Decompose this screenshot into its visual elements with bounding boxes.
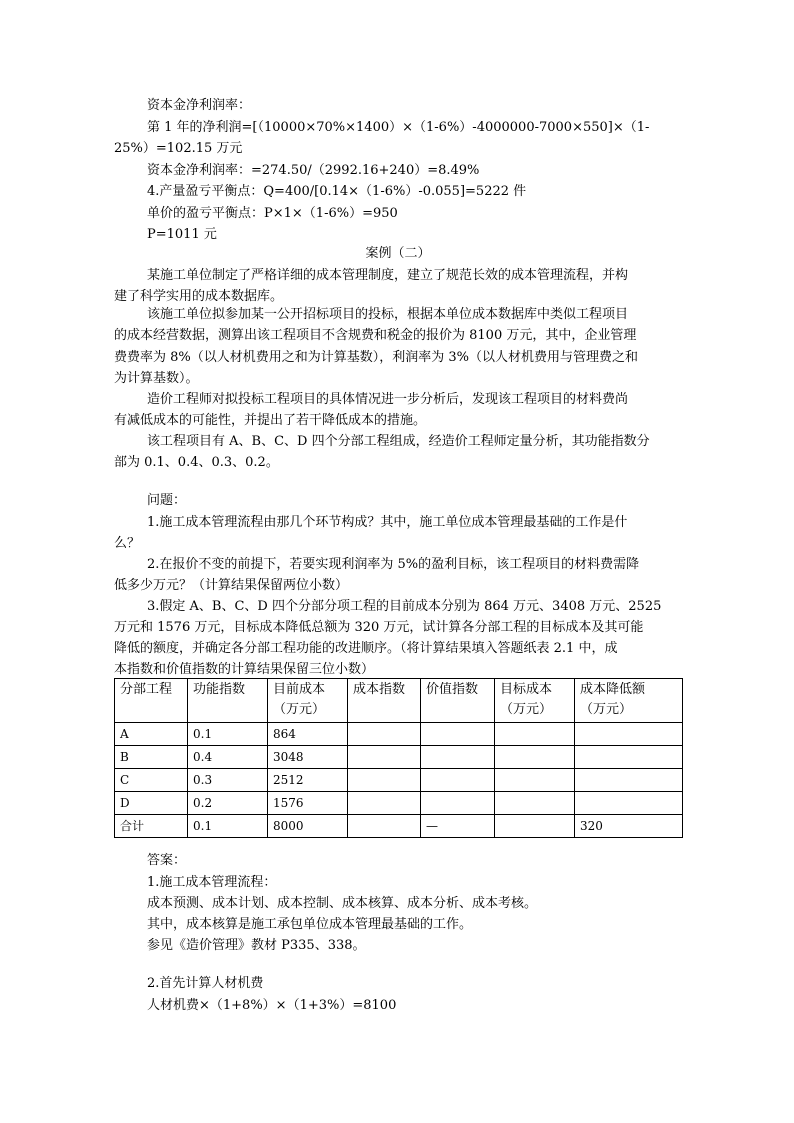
question-line: 1.施工成本管理流程由那几个环节构成？其中，施工单位成本管理最基础的工作是什 xyxy=(147,515,628,530)
header-unit: （万元） xyxy=(273,702,326,717)
cell-cost-index xyxy=(348,792,421,815)
cell-part: B xyxy=(115,746,188,769)
text-line: 25%）=102.15 万元 xyxy=(114,141,243,156)
cell-value-index: — xyxy=(421,815,495,838)
header-current-cost xyxy=(268,679,348,723)
table-total-row xyxy=(115,815,683,838)
question-line: 3.假定 A、B、C、D 四个分部分项工程的目前成本分别为 864 万元、3408 万元、2525 xyxy=(147,599,662,614)
paragraph-line: 该施工单位拟参加某一公开招标项目的投标，根据本单位成本数据库中类似工程项目 xyxy=(147,307,629,322)
answer-line: 成本预测、成本计划、成本控制、成本核算、成本分析、成本考核。 xyxy=(147,896,538,911)
cell-cost-index xyxy=(348,746,421,769)
text-line: 单价的盈亏平衡点：P×1×（1-6%）=950 xyxy=(147,206,398,221)
text-line: 第 1 年的净利润=[（10000×70%×1400）×（1-6%）-4000000-7000×550]×（1- xyxy=(147,120,650,135)
cell-target-cost xyxy=(495,769,575,792)
table-header-row xyxy=(115,679,683,723)
cell-value-index xyxy=(421,769,495,792)
question-line: 低多少万元？（计算结果保留两位小数） xyxy=(114,578,349,593)
cell-part: A xyxy=(115,723,188,746)
text-line: 资本金净利润率：=274.50/（2992.16+240）=8.49% xyxy=(147,163,480,178)
header-text: 目前成本 xyxy=(273,682,326,697)
cell-cost-index xyxy=(348,769,421,792)
cell-cost-reduction xyxy=(575,769,683,792)
answer-line: 参见《造价管理》教材 P335、338。 xyxy=(147,938,366,953)
cell-function-index: 0.1 xyxy=(188,815,268,838)
answer-line: 其中，成本核算是施工承包单位成本管理最基础的工作。 xyxy=(147,917,473,932)
cell-target-cost xyxy=(495,815,575,838)
cell-part: D xyxy=(115,792,188,815)
cell-cost-reduction xyxy=(575,746,683,769)
paragraph-line: 为计算基数）。 xyxy=(114,371,199,386)
question-line: 本指数和价值指数的计算结果保留三位小数） xyxy=(114,662,375,677)
question-line: 万元和 1576 万元，目标成本降低总额为 320 万元，试计算各分部工程的目标成本及其可能 xyxy=(114,620,644,635)
answer-line: 1.施工成本管理流程： xyxy=(147,875,277,890)
paragraph-line: 部为 0.1、0.4、0.3、0.2。 xyxy=(114,455,279,470)
paragraph-line: 某施工单位制定了严格详细的成本管理制度，建立了规范长效的成本管理流程，并构 xyxy=(147,268,629,283)
case-title: 案例（二） xyxy=(365,246,431,261)
answer-line: 2.首先计算人材机费 xyxy=(147,976,264,991)
header-cost-reduction xyxy=(575,679,683,723)
questions-label: 问题： xyxy=(147,493,187,508)
cell-function-index: 0.1 xyxy=(188,723,268,746)
header-unit: （万元） xyxy=(580,702,633,717)
cell-cost-reduction xyxy=(575,723,683,746)
paragraph-line: 费费率为 8%（以人材机费用之和为计算基数），利润率为 3%（以人材机费用与管理费之和 xyxy=(114,350,639,365)
cell-value-index xyxy=(421,746,495,769)
paragraph-line: 有减低成本的可能性，并提出了若干降低成本的措施。 xyxy=(114,413,427,428)
cell-function-index: 0.2 xyxy=(188,792,268,815)
question-line: 降低的额度，并确定各分部工程功能的改进顺序。（将计算结果填入答题纸表 2.1 中，成 xyxy=(114,641,618,656)
question-line: 么？ xyxy=(114,536,141,551)
cell-function-index: 0.4 xyxy=(188,746,268,769)
header-function-index: 功能指数 xyxy=(188,679,268,723)
text-line: P=1011 元 xyxy=(147,227,217,242)
cell-current-cost: 2512 xyxy=(268,769,348,792)
text-line: 4.产量盈亏平衡点：Q=400/[0.14×（1-6%）-0.055]=5222 件 xyxy=(147,184,527,199)
cell-current-cost: 1576 xyxy=(268,792,348,815)
cell-part: 合计 xyxy=(115,815,188,838)
paragraph-line: 造价工程师对拟投标工程项目的具体情况进一步分析后，发现该工程项目的材料费尚 xyxy=(147,392,629,407)
cell-function-index: 0.3 xyxy=(188,769,268,792)
header-part: 分部工程 xyxy=(115,679,188,723)
cell-value-index xyxy=(421,792,495,815)
header-unit: （万元） xyxy=(500,702,553,717)
answer-line: 人材机费×（1+8%）×（1+3%）=8100 xyxy=(147,998,397,1013)
cell-target-cost xyxy=(495,792,575,815)
cell-cost-index xyxy=(348,723,421,746)
cell-current-cost: 864 xyxy=(268,723,348,746)
table-row xyxy=(115,769,683,792)
cell-current-cost: 8000 xyxy=(268,815,348,838)
answers-label: 答案： xyxy=(147,853,187,868)
table-row xyxy=(115,746,683,769)
cell-cost-reduction xyxy=(575,792,683,815)
header-target-cost xyxy=(495,679,575,723)
paragraph-line: 建了科学实用的成本数据库。 xyxy=(114,289,284,304)
header-cost-index: 成本指数 xyxy=(348,679,421,723)
question-line: 2.在报价不变的前提下，若要实现利润率为 5%的盈利目标，该工程项目的材料费需降 xyxy=(147,557,640,572)
cell-target-cost xyxy=(495,723,575,746)
cell-part: C xyxy=(115,769,188,792)
header-value-index: 价值指数 xyxy=(421,679,495,723)
cell-cost-reduction: 320 xyxy=(575,815,683,838)
cell-target-cost xyxy=(495,746,575,769)
header-text: 成本降低额 xyxy=(580,682,646,697)
table-row xyxy=(115,723,683,746)
paragraph-line: 该工程项目有 A、B、C、D 四个分部工程组成，经造价工程师定量分析，其功能指数分 xyxy=(147,434,650,449)
cost-table xyxy=(114,678,683,838)
table-row xyxy=(115,792,683,815)
cell-current-cost: 3048 xyxy=(268,746,348,769)
cell-value-index xyxy=(421,723,495,746)
paragraph-line: 的成本经营数据，测算出该工程项目不含规费和税金的报价为 8100 万元，其中，企业管理 xyxy=(114,328,637,343)
cell-cost-index xyxy=(348,815,421,838)
header-text: 目标成本 xyxy=(500,682,553,697)
text-line: 资本金净利润率： xyxy=(147,98,252,113)
